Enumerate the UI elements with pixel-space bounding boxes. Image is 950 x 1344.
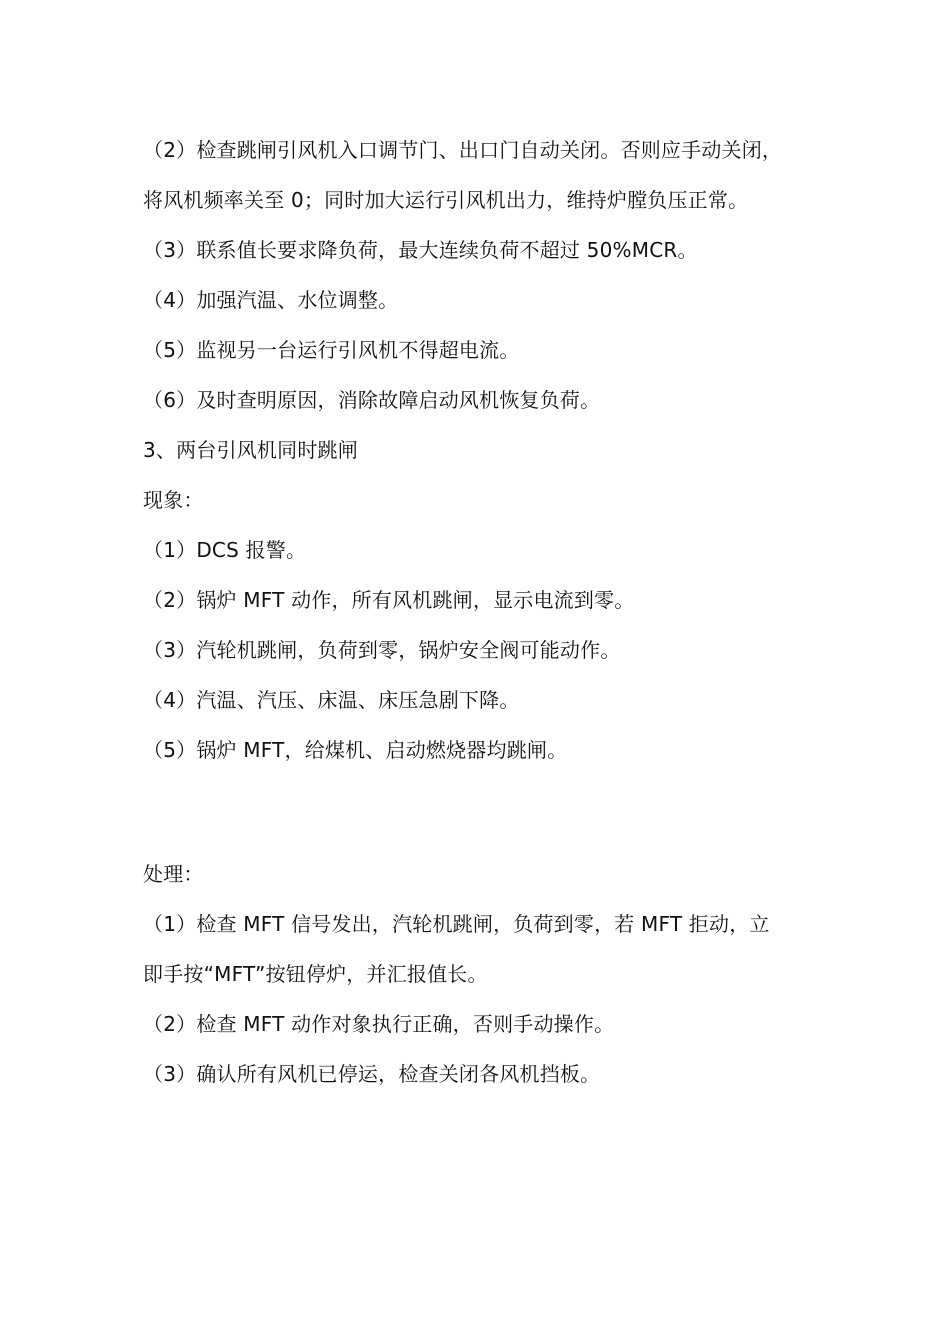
text-line: （1）DCS 报警。 — [143, 538, 307, 562]
text-line: 将风机频率关至 0；同时加大运行引风机出力，维持炉膛负压正常。 — [143, 188, 749, 212]
text-line: （1）检查 MFT 信号发出，汽轮机跳闸，负荷到零，若 MFT 拒动，立 — [143, 912, 770, 936]
text-line: （4）汽温、汽压、床温、床压急剧下降。 — [143, 688, 520, 712]
section-heading: 3、两台引风机同时跳闸 — [143, 438, 358, 462]
text-line: （4）加强汽温、水位调整。 — [143, 288, 399, 312]
text-line: （3）汽轮机跳闸，负荷到零，锅炉安全阀可能动作。 — [143, 638, 621, 662]
text-line: （6）及时查明原因，消除故障启动风机恢复负荷。 — [143, 388, 601, 412]
text-line: （5）锅炉 MFT，给煤机、启动燃烧器均跳闸。 — [143, 738, 568, 762]
subsection-label: 处理： — [143, 862, 204, 886]
text-line: （3）联系值长要求降负荷，最大连续负荷不超过 50%MCR。 — [143, 238, 698, 262]
text-line: （3）确认所有风机已停运，检查关闭各风机挡板。 — [143, 1062, 601, 1086]
text-line: （2）检查 MFT 动作对象执行正确，否则手动操作。 — [143, 1012, 615, 1036]
text-line: （2）检查跳闸引风机入口调节门、出口门自动关闭。否则应手动关闭， — [143, 138, 783, 162]
text-line: （5）监视另一台运行引风机不得超电流。 — [143, 338, 520, 362]
text-line: （2）锅炉 MFT 动作，所有风机跳闸，显示电流到零。 — [143, 588, 635, 612]
subsection-label: 现象： — [143, 488, 204, 512]
text-line: 即手按“MFT”按钮停炉，并汇报值长。 — [143, 962, 488, 986]
